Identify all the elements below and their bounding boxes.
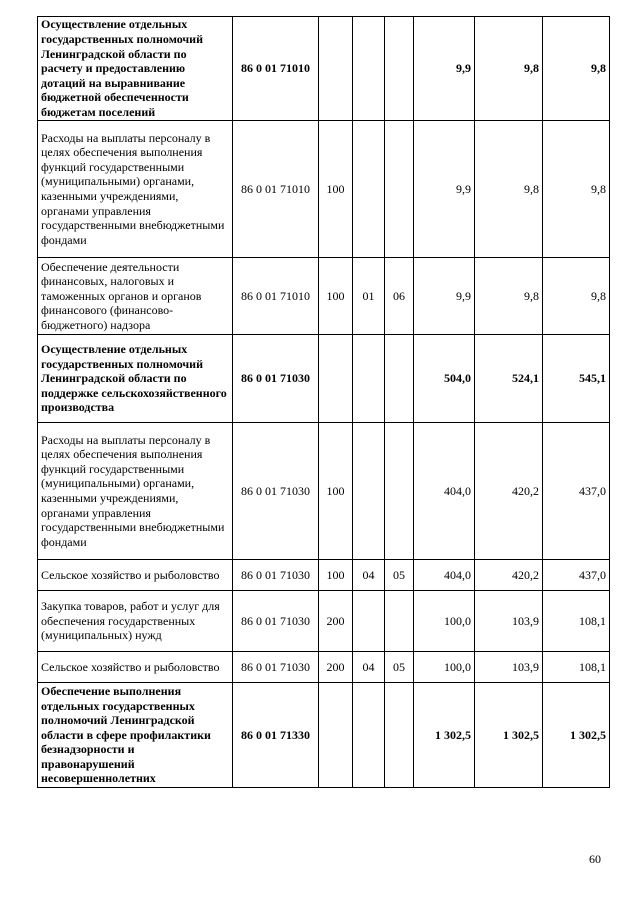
- table-row: [38, 335, 610, 423]
- row-vr: 200: [319, 591, 353, 652]
- table-row: [38, 17, 610, 121]
- row-year3: 437,0: [543, 560, 610, 591]
- table-row: [38, 258, 610, 335]
- row-vr: 200: [319, 652, 353, 683]
- table-row: [38, 121, 610, 258]
- row-year3: 545,1: [543, 335, 610, 423]
- row-pr: [385, 17, 414, 121]
- row-vr: [319, 683, 353, 788]
- row-name: Закупка товаров, работ и услуг для обеспечения государственных (муниципальных) нужд: [38, 591, 233, 652]
- row-pr: 06: [385, 258, 414, 335]
- row-rz: 04: [353, 652, 385, 683]
- budget-table: [37, 16, 610, 788]
- row-name: Осуществление отдельных государственных полномочий Ленинградской области по расчету и предоставлению дотаций на выравнивание бюджетной обеспеченности бюджетам поселений: [38, 17, 233, 121]
- row-year3: 108,1: [543, 591, 610, 652]
- row-name: Обеспечение деятельности финансовых, налоговых и таможенных органов и органов финансового (финансово-бюджетного) надзора: [38, 258, 233, 335]
- row-name: Осуществление отдельных государственных полномочий Ленинградской области по поддержке сельскохозяйственного производства: [38, 335, 233, 423]
- row-vr: [319, 335, 353, 423]
- row-code: 86 0 01 71030: [233, 652, 319, 683]
- row-year2: 420,2: [475, 560, 543, 591]
- row-year3: 437,0: [543, 423, 610, 560]
- row-code: 86 0 01 71010: [233, 121, 319, 258]
- row-year3: 9,8: [543, 258, 610, 335]
- row-year2: 524,1: [475, 335, 543, 423]
- row-year1: 404,0: [414, 423, 475, 560]
- table-row: [38, 652, 610, 683]
- row-code: 86 0 01 71010: [233, 17, 319, 121]
- row-year2: 103,9: [475, 591, 543, 652]
- row-name: Сельское хозяйство и рыболовство: [38, 560, 233, 591]
- row-rz: [353, 423, 385, 560]
- row-rz: 01: [353, 258, 385, 335]
- row-code: 86 0 01 71030: [233, 423, 319, 560]
- row-year2: 9,8: [475, 17, 543, 121]
- budget-table-body: [38, 17, 610, 788]
- row-rz: 04: [353, 560, 385, 591]
- row-rz: [353, 683, 385, 788]
- row-year1: 1 302,5: [414, 683, 475, 788]
- row-vr: 100: [319, 121, 353, 258]
- row-code: 86 0 01 71030: [233, 560, 319, 591]
- row-pr: 05: [385, 652, 414, 683]
- row-pr: [385, 423, 414, 560]
- table-row: [38, 591, 610, 652]
- row-rz: [353, 591, 385, 652]
- row-year1: 404,0: [414, 560, 475, 591]
- row-pr: [385, 335, 414, 423]
- table-row: [38, 423, 610, 560]
- row-year1: 504,0: [414, 335, 475, 423]
- row-year3: 108,1: [543, 652, 610, 683]
- row-year3: 9,8: [543, 17, 610, 121]
- row-pr: [385, 683, 414, 788]
- row-year1: 9,9: [414, 258, 475, 335]
- row-name: Сельское хозяйство и рыболовство: [38, 652, 233, 683]
- row-name: Расходы на выплаты персоналу в целях обеспечения выполнения функций государственными (муниципальными) органами, казенными учреждениями, органами управления государственными внебюджетными фондами: [38, 423, 233, 560]
- row-vr: 100: [319, 258, 353, 335]
- table-row: [38, 560, 610, 591]
- row-year3: 9,8: [543, 121, 610, 258]
- row-code: 86 0 01 71010: [233, 258, 319, 335]
- page-number: 60: [589, 852, 601, 866]
- row-year3: 1 302,5: [543, 683, 610, 788]
- row-code: 86 0 01 71030: [233, 335, 319, 423]
- row-year2: 420,2: [475, 423, 543, 560]
- row-year2: 103,9: [475, 652, 543, 683]
- row-name: Расходы на выплаты персоналу в целях обеспечения выполнения функций государственными (муниципальными) органами, казенными учреждениями, органами управления государственными внебюджетными фондами: [38, 121, 233, 258]
- table-row: [38, 683, 610, 788]
- row-year2: 1 302,5: [475, 683, 543, 788]
- row-year2: 9,8: [475, 258, 543, 335]
- row-vr: 100: [319, 423, 353, 560]
- row-year1: 9,9: [414, 17, 475, 121]
- row-year1: 100,0: [414, 652, 475, 683]
- row-rz: [353, 121, 385, 258]
- row-name: Обеспечение выполнения отдельных государственных полномочий Ленинградской области в сфере профилактики безнадзорности и правонарушений несовершеннолетних: [38, 683, 233, 788]
- row-vr: 100: [319, 560, 353, 591]
- row-rz: [353, 335, 385, 423]
- row-year1: 9,9: [414, 121, 475, 258]
- row-rz: [353, 17, 385, 121]
- row-year2: 9,8: [475, 121, 543, 258]
- row-pr: 05: [385, 560, 414, 591]
- row-vr: [319, 17, 353, 121]
- row-year1: 100,0: [414, 591, 475, 652]
- row-pr: [385, 591, 414, 652]
- row-pr: [385, 121, 414, 258]
- row-code: 86 0 01 71330: [233, 683, 319, 788]
- row-code: 86 0 01 71030: [233, 591, 319, 652]
